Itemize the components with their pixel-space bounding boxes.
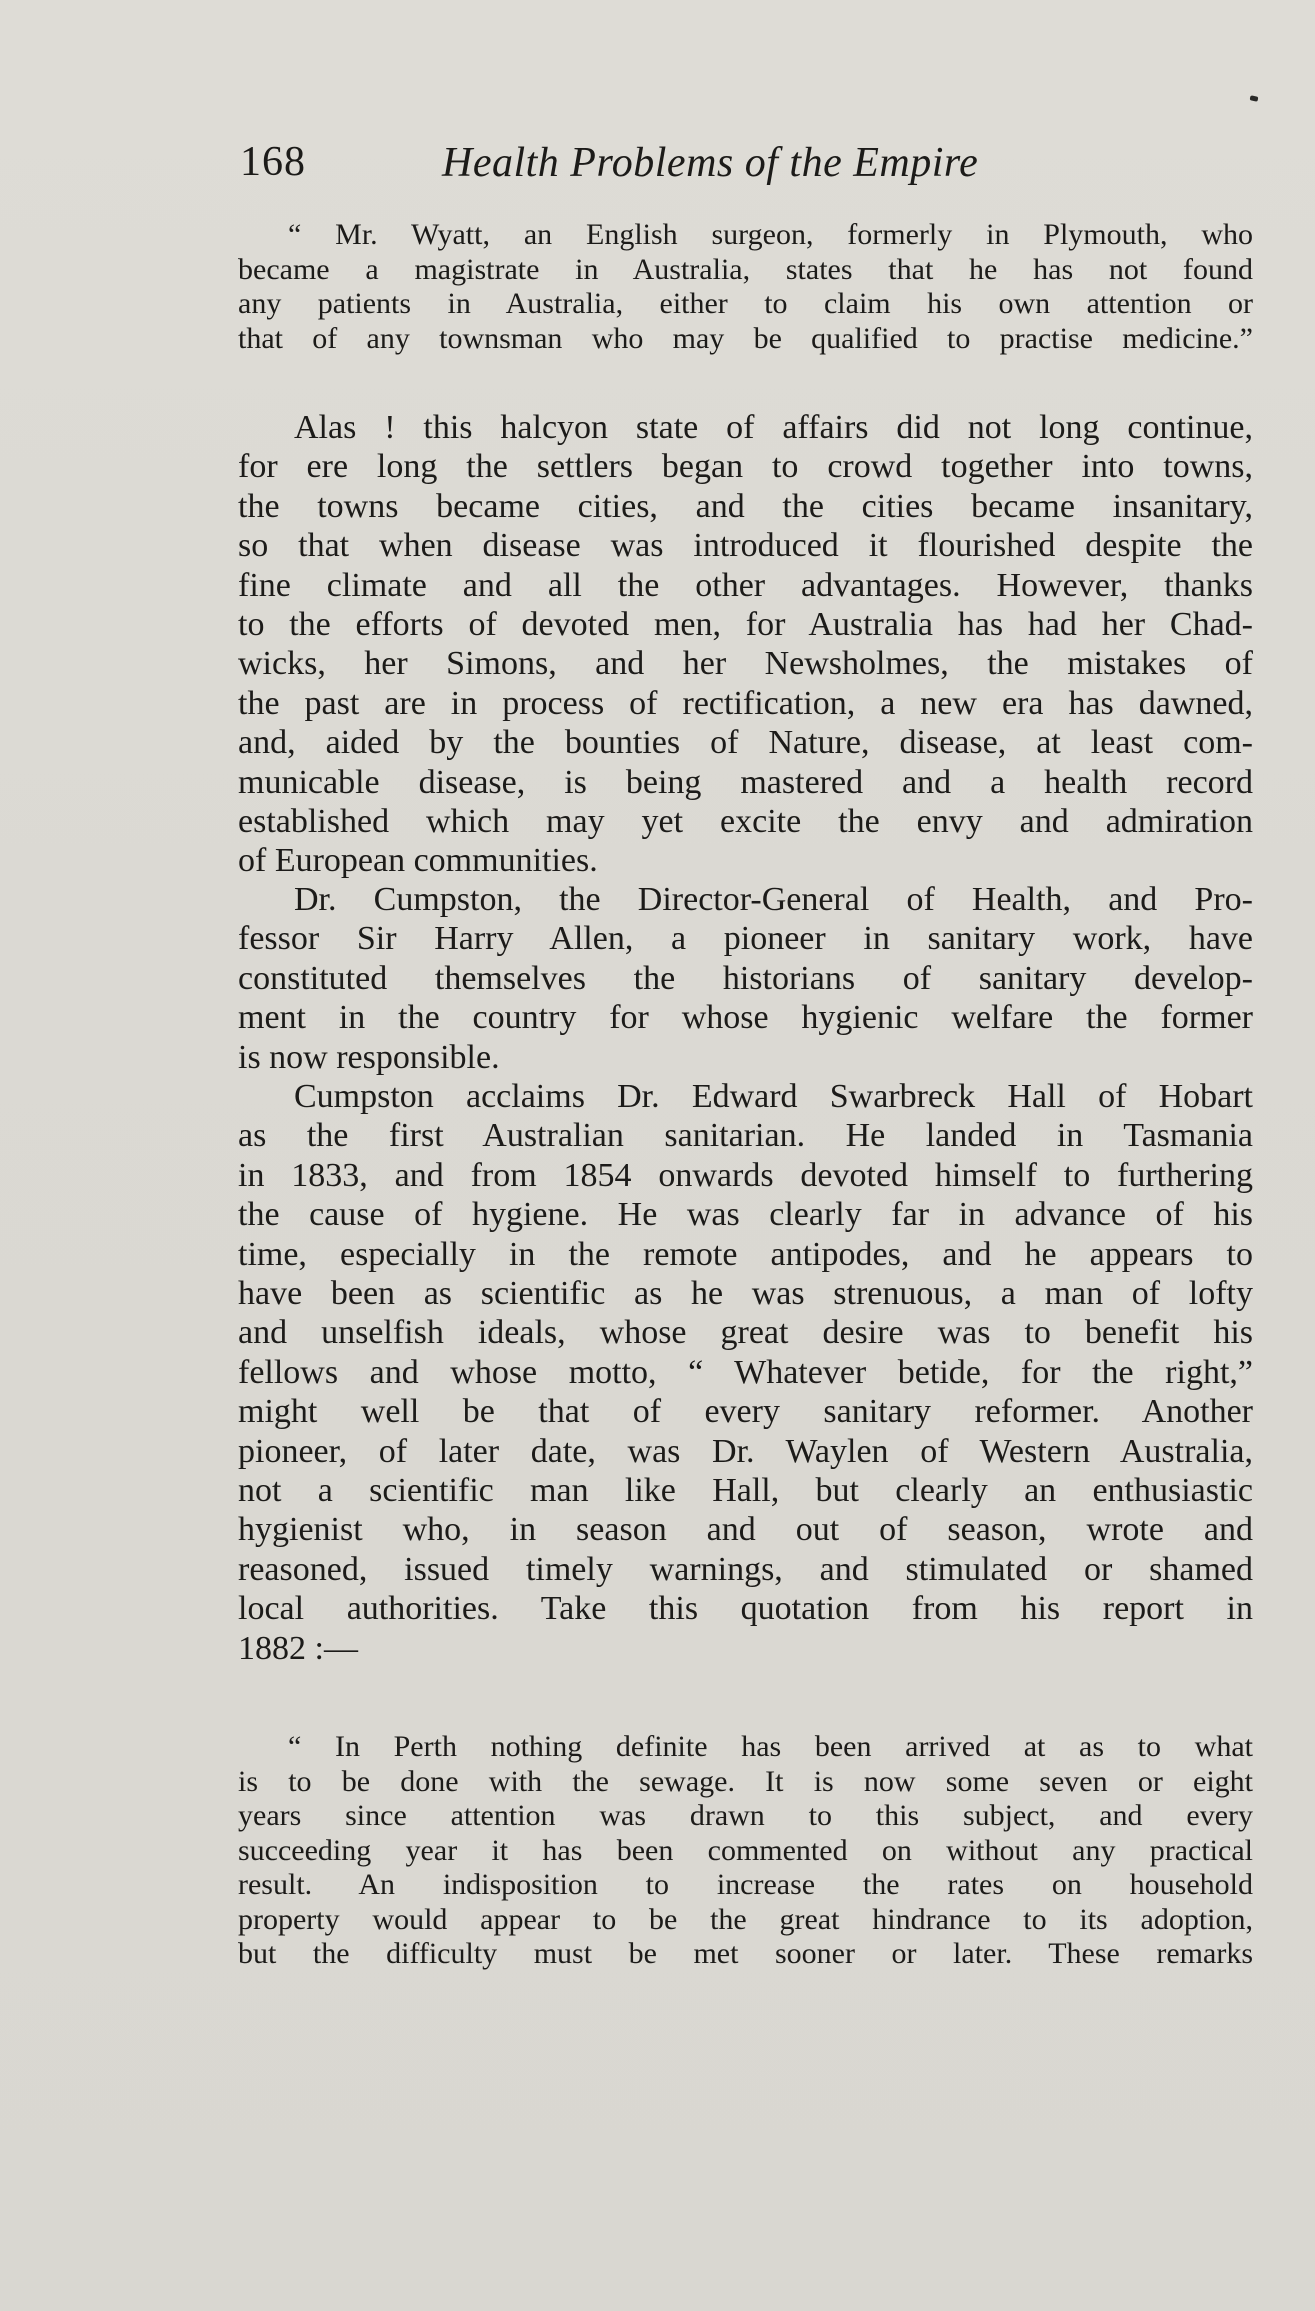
- quote-line: result. An indisposition to increase the rates on household: [238, 1868, 1253, 1901]
- text-line: the cause of hygiene. He was clearly far in advance of his: [238, 1196, 1253, 1234]
- text-line: and unselfish ideals, whose great desire was to benefit his: [238, 1314, 1253, 1352]
- text-line: Alas ! this halcyon state of affairs did not long continue,: [294, 409, 1253, 446]
- block-quote-wyatt: [238, 218, 1253, 356]
- text-line: is now responsible.: [238, 1038, 500, 1076]
- text-line: fessor Sir Harry Allen, a pioneer in sanitary work, have: [238, 920, 1253, 958]
- quote-line: but the difficulty must be met sooner or later. These remarks: [238, 1937, 1253, 1970]
- paragraph-alas: [238, 408, 1253, 881]
- text-line: Cumpston acclaims Dr. Edward Swarbreck Hall of Hobart: [294, 1078, 1253, 1115]
- text-line: Dr. Cumpston, the Director-General of Health, and Pro-: [294, 881, 1253, 918]
- quote-line: years since attention was drawn to this subject, and every: [238, 1799, 1253, 1832]
- text-line: as the first Australian sanitarian. He landed in Tasmania: [238, 1117, 1253, 1155]
- quote-line: is to be done with the sewage. It is now some seven or eight: [238, 1764, 1253, 1798]
- text-line: and, aided by the bounties of Nature, disease, at least com-: [238, 724, 1253, 762]
- text-line: constituted themselves the historians of sanitary develop-: [238, 959, 1253, 997]
- text-line: reasoned, issued timely warnings, and stimulated or shamed: [238, 1550, 1253, 1588]
- quote-line: that of any townsman who may be qualified to practise medicine.”: [238, 321, 1253, 355]
- text-line: local authorities. Take this quotation from his report in: [238, 1590, 1253, 1628]
- text-line: wicks, her Simons, and her Newsholmes, the mistakes of: [238, 645, 1253, 683]
- text-line: 1882 :—: [238, 1629, 358, 1667]
- quote-line: succeeding year it has been commented on without any practical: [238, 1833, 1253, 1867]
- text-line: to the efforts of devoted men, for Australia has had her Chad-: [238, 606, 1253, 644]
- quote-line: property would appear to be the great hindrance to its adoption,: [238, 1902, 1253, 1936]
- text-line: for ere long the settlers began to crowd together into towns,: [238, 448, 1253, 486]
- quote-line: any patients in Australia, either to claim his own attention or: [238, 287, 1253, 320]
- text-line: municable disease, is being mastered and a health record: [238, 763, 1253, 801]
- page-number: 168: [240, 139, 306, 185]
- running-title: Health Problems of the Empire: [442, 140, 979, 186]
- paragraph-hall-waylen: [238, 1077, 1253, 1668]
- paragraph-cumpston-allen: [238, 880, 1253, 1077]
- text-line: have been as scientific as he was strenuous, a man of lofty: [238, 1275, 1253, 1313]
- text-line: not a scientific man like Hall, but clearly an enthusiastic: [238, 1472, 1253, 1510]
- block-quote-waylen-report: [238, 1730, 1253, 1972]
- text-line: the towns became cities, and the cities became insanitary,: [238, 487, 1253, 525]
- text-line: ment in the country for whose hygienic welfare the former: [238, 999, 1253, 1037]
- text-line: pioneer, of later date, was Dr. Waylen of Western Australia,: [238, 1432, 1253, 1470]
- ink-speck: [1250, 95, 1259, 102]
- text-line: might well be that of every sanitary reformer. Another: [238, 1393, 1253, 1431]
- quote-line: “ Mr. Wyatt, an English surgeon, formerly in Plymouth, who: [288, 218, 1253, 251]
- text-line: fine climate and all the other advantages. However, thanks: [238, 566, 1253, 604]
- text-line: in 1833, and from 1854 onwards devoted himself to furthering: [238, 1156, 1253, 1194]
- text-line: the past are in process of rectification, a new era has dawned,: [238, 684, 1253, 722]
- quote-line: became a magistrate in Australia, states that he has not found: [238, 252, 1253, 286]
- quote-line: “ In Perth nothing definite has been arrived at as to what: [288, 1730, 1253, 1763]
- text-line: so that when disease was introduced it flourished despite the: [238, 527, 1253, 565]
- text-line: hygienist who, in season and out of season, wrote and: [238, 1511, 1253, 1549]
- text-line: time, especially in the remote antipodes, and he appears to: [238, 1235, 1253, 1273]
- running-head: [240, 138, 1255, 198]
- text-line: of European communities.: [238, 842, 598, 880]
- text-line: fellows and whose motto, “ Whatever betide, for the right,”: [238, 1353, 1253, 1391]
- text-line: established which may yet excite the envy and admiration: [238, 803, 1253, 841]
